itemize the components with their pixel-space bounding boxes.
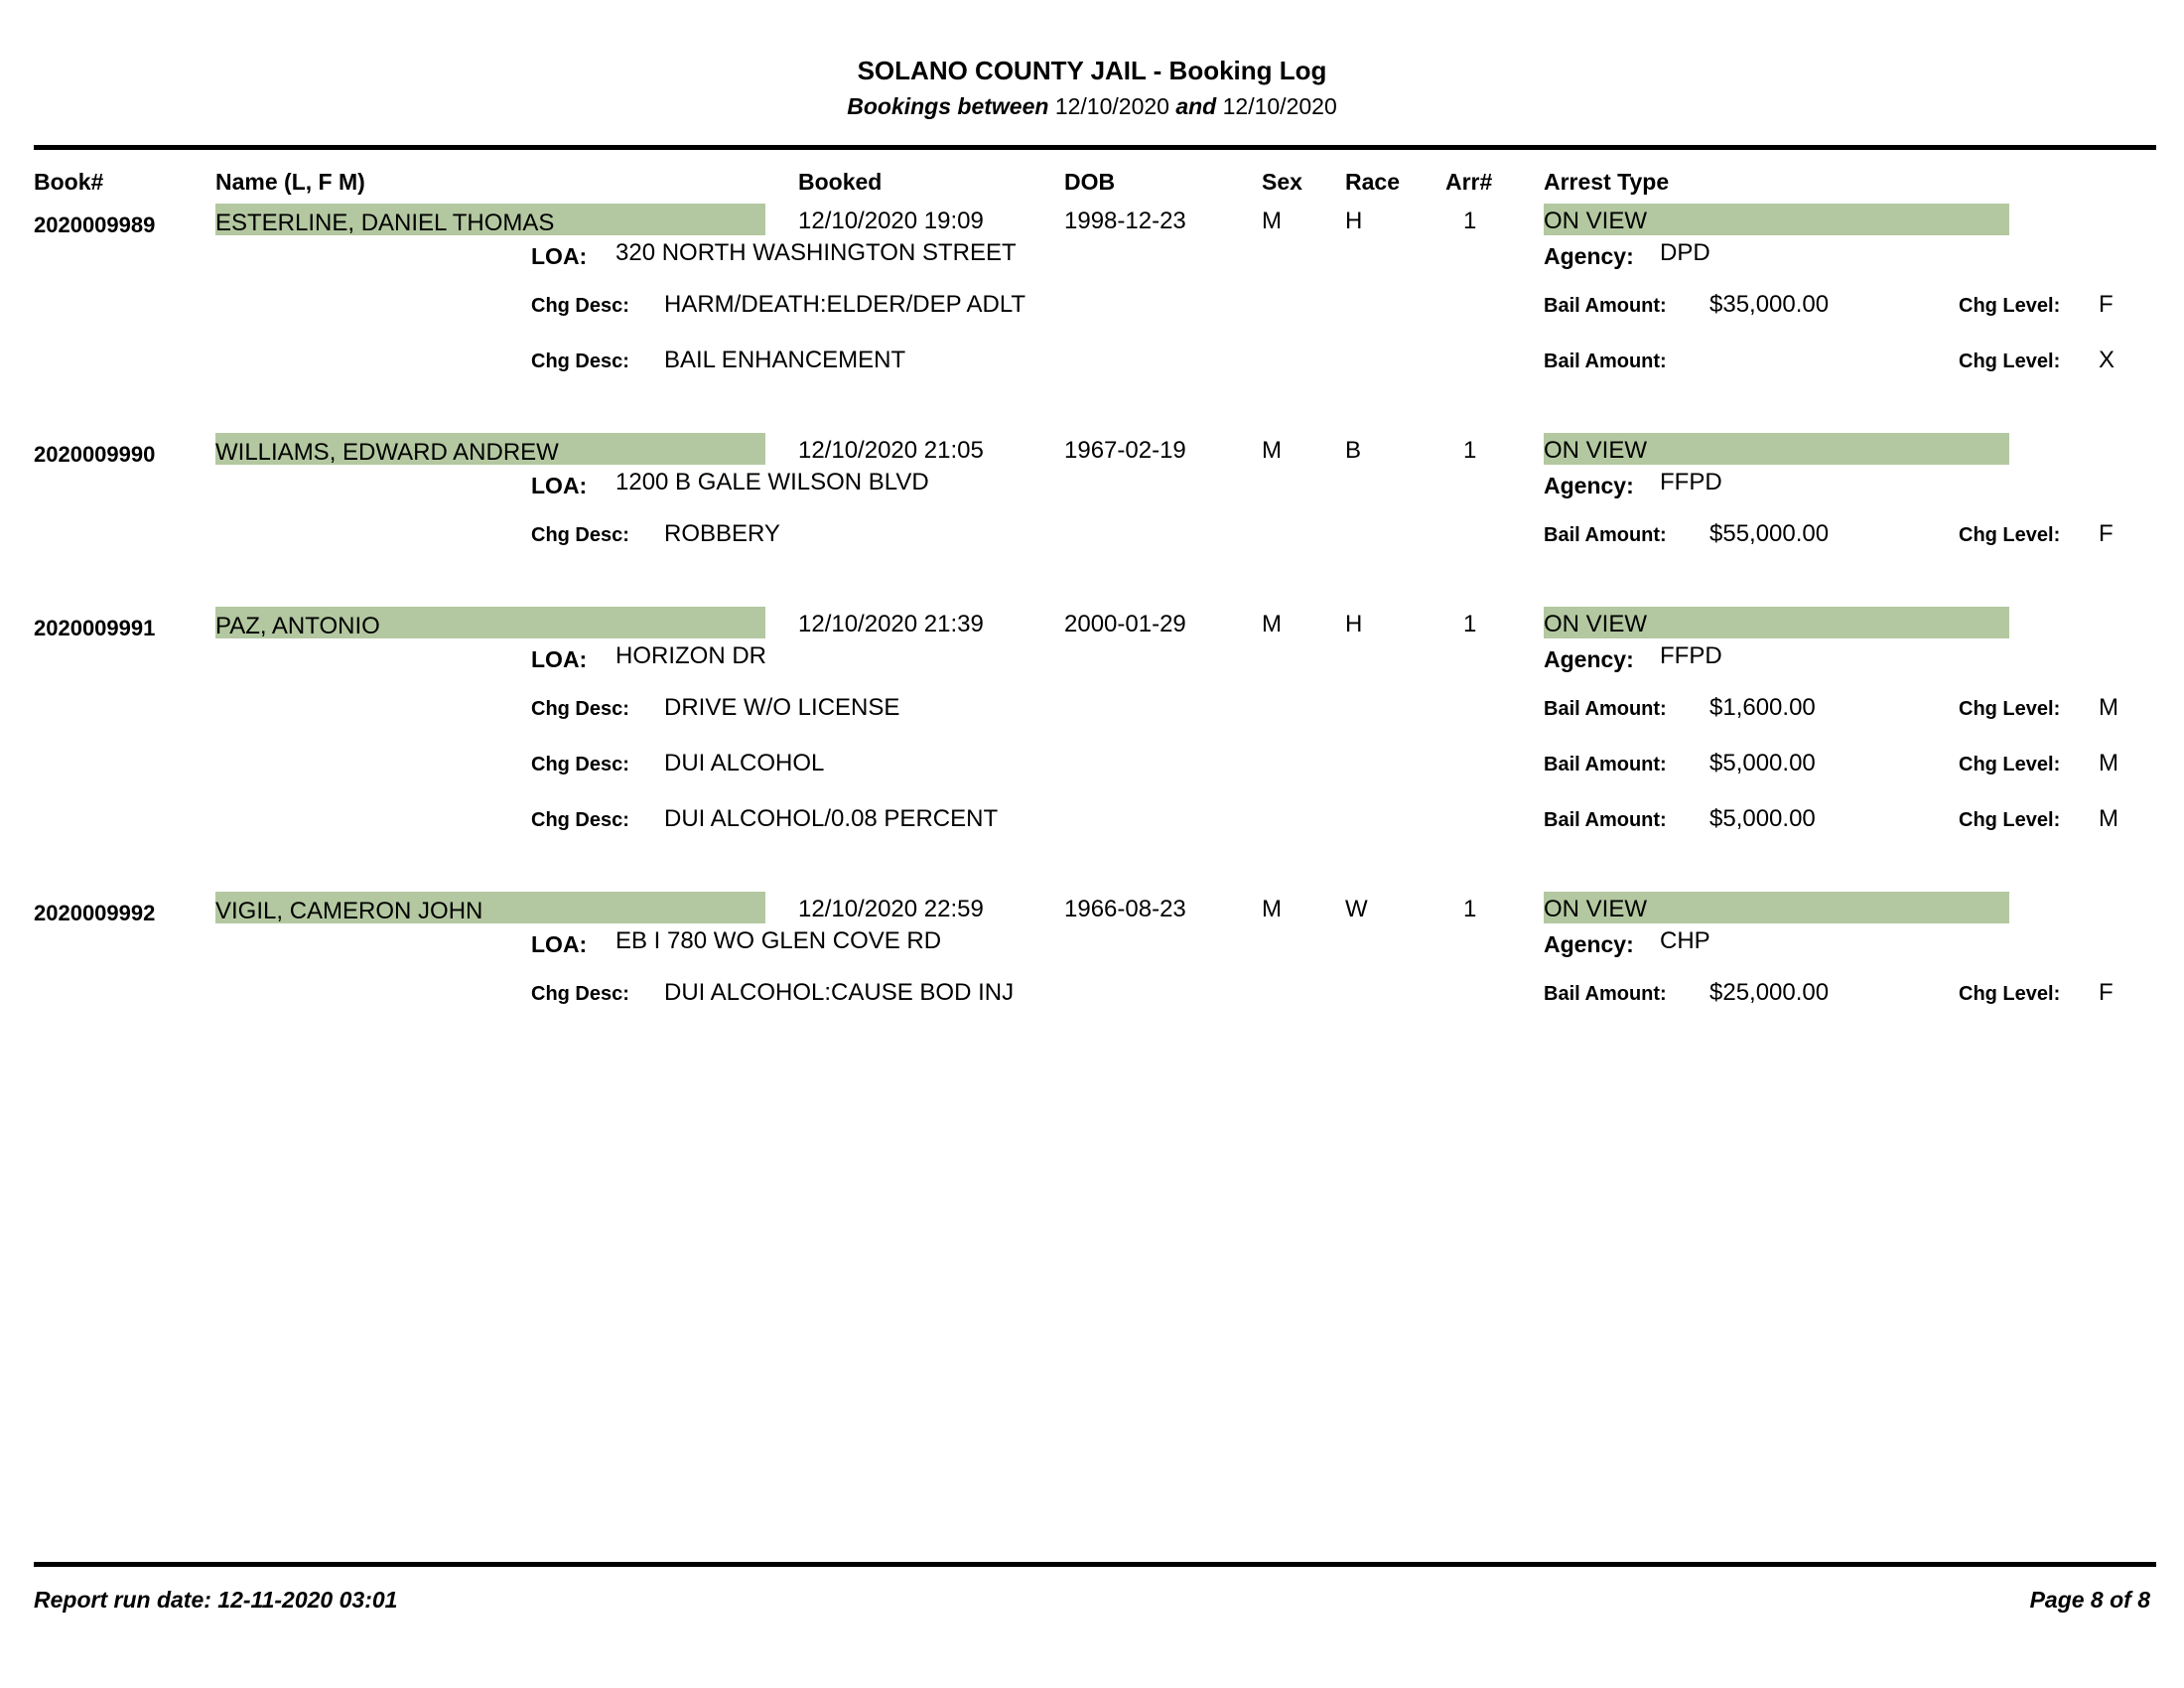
chg-desc-label: Chg Desc: bbox=[531, 698, 629, 720]
column-header-name: Name (L, F M) bbox=[215, 169, 365, 195]
column-header-arrest-type: Arrest Type bbox=[1544, 169, 1670, 195]
loa-label: LOA: bbox=[531, 646, 588, 672]
book-number: 2020009992 bbox=[34, 901, 156, 925]
date-range-joiner: and bbox=[1175, 93, 1217, 119]
chg-desc-label: Chg Desc: bbox=[531, 524, 629, 546]
date-of-birth: 2000-01-29 bbox=[1064, 611, 1186, 637]
arrest-type: ON VIEW bbox=[1544, 208, 1648, 234]
race: W bbox=[1345, 896, 1368, 922]
booking-record bbox=[0, 433, 2184, 632]
report-date-range bbox=[0, 93, 2184, 120]
column-header-arr: Arr# bbox=[1445, 169, 1493, 195]
booked-datetime: 12/10/2020 21:39 bbox=[798, 611, 984, 637]
agency-label: Agency: bbox=[1544, 646, 1634, 672]
chg-level-label: Chg Level: bbox=[1959, 983, 2061, 1005]
arrest-number: 1 bbox=[1463, 437, 1477, 464]
chg-desc-value: ROBBERY bbox=[664, 520, 780, 547]
arrest-number: 1 bbox=[1463, 896, 1477, 922]
chg-level-label: Chg Level: bbox=[1959, 698, 2061, 720]
booking-record bbox=[0, 607, 2184, 832]
sex: M bbox=[1262, 896, 1282, 922]
date-of-birth: 1966-08-23 bbox=[1064, 896, 1186, 922]
column-header-booked: Booked bbox=[798, 169, 883, 195]
chg-level-label: Chg Level: bbox=[1959, 754, 2061, 775]
booked-datetime: 12/10/2020 22:59 bbox=[798, 896, 984, 922]
inmate-name: VIGIL, CAMERON JOHN bbox=[215, 898, 483, 924]
booked-datetime: 12/10/2020 19:09 bbox=[798, 208, 984, 234]
date-of-birth: 1998-12-23 bbox=[1064, 208, 1186, 234]
race: H bbox=[1345, 208, 1363, 234]
report-run-date: Report run date: 12-11-2020 03:01 bbox=[34, 1587, 398, 1613]
chg-desc-value: DUI ALCOHOL:CAUSE BOD INJ bbox=[664, 979, 1015, 1006]
agency-value: FFPD bbox=[1660, 642, 1722, 669]
chg-desc-value: HARM/DEATH:ELDER/DEP ADLT bbox=[664, 291, 1026, 318]
arrest-number: 1 bbox=[1463, 611, 1477, 637]
book-number: 2020009991 bbox=[34, 616, 156, 640]
chg-level-value: X bbox=[2099, 347, 2116, 373]
chg-desc-label: Chg Desc: bbox=[531, 983, 629, 1005]
book-number: 2020009989 bbox=[34, 212, 156, 237]
book-number: 2020009990 bbox=[34, 442, 156, 467]
booking-record bbox=[0, 204, 2184, 402]
loa-value: 320 NORTH WASHINGTON STREET bbox=[615, 239, 1017, 266]
column-header-book: Book# bbox=[34, 169, 104, 195]
loa-label: LOA: bbox=[531, 931, 588, 957]
arrest-type: ON VIEW bbox=[1544, 896, 1648, 922]
booked-datetime: 12/10/2020 21:05 bbox=[798, 437, 984, 464]
arrest-type: ON VIEW bbox=[1544, 437, 1648, 464]
bail-amount-value: $5,000.00 bbox=[1709, 750, 1816, 776]
arrest-type: ON VIEW bbox=[1544, 611, 1648, 637]
bail-amount-label: Bail Amount: bbox=[1544, 351, 1667, 372]
footer-rule bbox=[34, 1562, 2156, 1567]
chg-level-value: F bbox=[2099, 291, 2114, 318]
loa-value: 1200 B GALE WILSON BLVD bbox=[615, 469, 929, 495]
date-of-birth: 1967-02-19 bbox=[1064, 437, 1186, 464]
chg-desc-value: DUI ALCOHOL/0.08 PERCENT bbox=[664, 805, 999, 832]
header-rule bbox=[34, 145, 2156, 150]
arrest-number: 1 bbox=[1463, 208, 1477, 234]
loa-label: LOA: bbox=[531, 473, 588, 498]
chg-level-label: Chg Level: bbox=[1959, 809, 2061, 831]
date-range-end: 12/10/2020 bbox=[1222, 93, 1337, 119]
chg-desc-label: Chg Desc: bbox=[531, 809, 629, 831]
column-header-sex: Sex bbox=[1262, 169, 1302, 195]
agency-label: Agency: bbox=[1544, 473, 1634, 498]
date-range-start: 12/10/2020 bbox=[1054, 93, 1169, 119]
inmate-name: WILLIAMS, EDWARD ANDREW bbox=[215, 439, 559, 466]
page-number: Page 8 of 8 bbox=[2029, 1587, 2150, 1613]
bail-amount-value: $1,600.00 bbox=[1709, 694, 1816, 721]
report-title: SOLANO COUNTY JAIL - Booking Log bbox=[857, 56, 1327, 85]
column-header-dob: DOB bbox=[1064, 169, 1116, 195]
sex: M bbox=[1262, 611, 1282, 637]
sex: M bbox=[1262, 208, 1282, 234]
chg-level-label: Chg Level: bbox=[1959, 351, 2061, 372]
booking-record bbox=[0, 892, 2184, 1090]
bail-amount-value: $5,000.00 bbox=[1709, 805, 1816, 832]
bail-amount-value: $55,000.00 bbox=[1709, 520, 1830, 547]
loa-value: HORIZON DR bbox=[615, 642, 766, 669]
bail-amount-label: Bail Amount: bbox=[1544, 295, 1667, 317]
date-range-prefix: Bookings between bbox=[847, 93, 1049, 119]
bail-amount-label: Bail Amount: bbox=[1544, 809, 1667, 831]
chg-desc-label: Chg Desc: bbox=[531, 295, 629, 317]
inmate-name: ESTERLINE, DANIEL THOMAS bbox=[215, 210, 555, 236]
bail-amount-label: Bail Amount: bbox=[1544, 524, 1667, 546]
chg-level-label: Chg Level: bbox=[1959, 295, 2061, 317]
chg-desc-value: BAIL ENHANCEMENT bbox=[664, 347, 906, 373]
chg-desc-label: Chg Desc: bbox=[531, 754, 629, 775]
bail-amount-value: $35,000.00 bbox=[1709, 291, 1830, 318]
bail-amount-value: $25,000.00 bbox=[1709, 979, 1830, 1006]
loa-label: LOA: bbox=[531, 243, 588, 269]
loa-value: EB I 780 WO GLEN COVE RD bbox=[615, 927, 942, 954]
chg-desc-value: DUI ALCOHOL bbox=[664, 750, 825, 776]
agency-value: CHP bbox=[1660, 927, 1710, 954]
chg-level-value: M bbox=[2099, 750, 2118, 776]
chg-level-label: Chg Level: bbox=[1959, 524, 2061, 546]
inmate-name: PAZ, ANTONIO bbox=[215, 613, 380, 639]
bail-amount-label: Bail Amount: bbox=[1544, 983, 1667, 1005]
chg-level-value: M bbox=[2099, 694, 2118, 721]
race: H bbox=[1345, 611, 1363, 637]
sex: M bbox=[1262, 437, 1282, 464]
agency-value: DPD bbox=[1660, 239, 1710, 266]
chg-desc-value: DRIVE W/O LICENSE bbox=[664, 694, 900, 721]
agency-value: FFPD bbox=[1660, 469, 1722, 495]
bail-amount-label: Bail Amount: bbox=[1544, 754, 1667, 775]
bail-amount-label: Bail Amount: bbox=[1544, 698, 1667, 720]
agency-label: Agency: bbox=[1544, 931, 1634, 957]
agency-label: Agency: bbox=[1544, 243, 1634, 269]
chg-level-value: F bbox=[2099, 520, 2114, 547]
chg-desc-label: Chg Desc: bbox=[531, 351, 629, 372]
column-header-race: Race bbox=[1345, 169, 1400, 195]
chg-level-value: F bbox=[2099, 979, 2114, 1006]
chg-level-value: M bbox=[2099, 805, 2118, 832]
race: B bbox=[1345, 437, 1362, 464]
